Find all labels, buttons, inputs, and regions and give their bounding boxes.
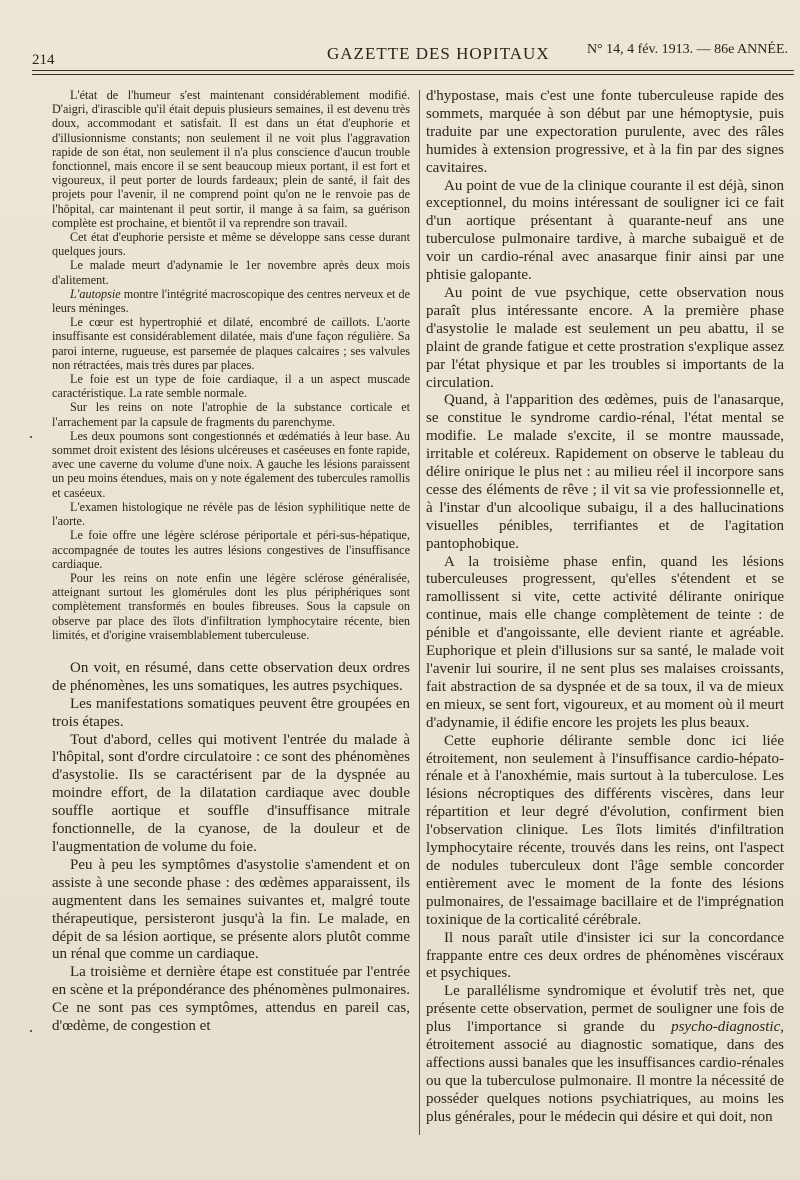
paragraph-text: Le parallélisme syndromique et évolutif très net, que présente cette observation, permet de souligner une fois de plus l'importance si grande du [426,983,784,1036]
paragraph: Cette euphorie délirante semble donc ici liée étroitement, non seulement à l'insuffisance cardio-hépato-rénale et à l'anoxhémie, mais surtout à la tuberculose. Les lésions nécroptiques des différents viscères, dans leur répartition et leur degré d'évolution, confirment bien l'observation clinique. Les îlots limités d'infiltration lymphocytaire récente, trouvés dans les reins, ont l'aspect de nodules tuberculeux dont l'âge semble concorder entièrement avec le moment de la fonte des lésions pulmonaires, de l'essaimage bacillaire et de l'imprégnation toxinique de la corticalité cérébrale. [426,732,784,928]
paragraph: Le foie est un type de foie cardiaque, il a un aspect muscade caractéristique. La rate semble normale. [52,372,410,401]
paragraph: On voit, en résumé, dans cette observation deux ordres de phénomènes, les uns somatiques, les autres psychiques. [52,659,410,694]
paragraph: Pour les reins on note enfin une légère sclérose généralisée, atteignant surtout les glomérules dont les plus périphériques sont complètement transformés en boules fibreuses. Sous la capsule on observe par place des îlots d'infiltration lymphocytaire récente, bien limités, et d'origine vraisemblablement tuberculeuse. [52,570,410,642]
header-rule-bottom [32,74,794,75]
page-number: 214 [32,52,55,68]
paragraph: Cet état d'euphorie persiste et même se développe sans cesse durant quelques jours. [52,230,410,259]
section-gap [52,642,410,660]
paragraph: Les deux poumons sont congestionnés et œdématiés à leur base. Au sommet droit existent des lésions ulcéreuses et caséeuses en fonte rapide, avec une caverne du volume d'une noix. A gauche les lésions paraissent un peu moins étendues, mais on y note également des tubercules ramollis et caséeux. [52,428,410,500]
discussion-text [52,660,410,1036]
paragraph: A la troisième phase enfin, quand les lésions tuberculeuses progressent, qu'elles s'étendent et se ramollissent si vite, cette activité délirante onirique continue, mais elle change complètement de teinte : de pénible et d'angoissante, elle devient riante et agréable. Euphorique et plein d'illusions sur sa santé, le malade voit l'avenir lui sourire, il ne sent plus ses malaises croissants, fait abstraction de sa dyspnée et de sa toux, il va de mieux en mieux, se sent fort, vigoureux, et au moment où il meurt d'adynamie, il édifie encore les projets les plus beaux. [426,553,784,731]
paragraph: Tout d'abord, celles qui motivent l'entrée du malade à l'hôpital, sont d'ordre circulatoire : ce sont des phénomènes d'asystolie. Ils se caractérisent par de la dyspnée au moindre effort, de la dilatation cardiaque avec double souffle aortique et souffle d'insuffisance mitrale fonctionnelle, de la cyanose, de la douleur et de l'augmentation de volume du foie. [52,731,410,855]
paragraph [52,287,410,315]
ink-speck [30,436,32,438]
paragraph: Le foie offre une légère sclérose périportale et péri-sus-hépatique, accompagnée de toutes les autres lésions congestives de l'insuffisance cardiaque. [52,528,410,571]
paragraph: Il nous paraît utile d'insister ici sur la concordance frappante entre ces deux ordres de phénomènes viscéraux et psychiques. [426,929,784,982]
paragraph: Au point de vue de la clinique courante il est déjà, sinon exceptionnel, du moins intéressant de souligner ici ce fait d'un aortique présentant à quarante-neuf ans une tuberculose pulmonaire tardive, à marche subaiguë et de voir un cardio-rénal avec anasarque finir ainsi par une phtisie galopante. [426,177,784,284]
autopsy-term: L'autopsie [70,286,121,301]
journal-title: GAZETTE DES HOPITAUX [327,44,550,63]
paragraph-text: montre l'intégrité macroscopique des centres nerveux et de leurs méninges. [52,286,410,316]
paragraph [426,983,784,1126]
header-rule-top [32,70,794,71]
ink-speck [30,1030,32,1032]
paragraph: Les manifestations somatiques peuvent être groupées en trois étapes. [52,695,410,730]
left-column [52,88,410,1036]
paragraph: Sur les reins on note l'atrophie de la substance corticale et l'arrachement par la capsule de fragments du parenchyme. [52,400,410,429]
paragraph: L'état de l'humeur s'est maintenant considérablement modifié. D'aigri, d'irascible qu'il était depuis plusieurs semaines, il est devenu très doux, accommodant et satisfait. Il est dans un état d'euphorie et d'illusionnisme constants; non seulement il ne voit plus l'aggravation rapide de son état, non seulement il n'a plus conscience d'aucun trouble fonctionnel, mais encore il se sent beaucoup mieux portant, il est fort et vigoureux, il peut porter de lourds fardeaux; plein de santé, il fait des projets pour l'avenir, il ne comprend point qu'on ne le renvoie pas de l'hôpital, car maintenant il peut sortir, il mange à sa faim, sa guérison complète est prochaine, et bientôt il va reprendre son travail. [52,88,410,230]
paragraph: Quand, à l'apparition des œdèmes, puis de l'anasarque, se constitue le syndrome cardio-rénal, l'état mental se modifie. Le malade s'excite, il se montre maussade, irritable et coléreux. Rapidement on observe le tableau du délire onirique le plus net : au milieu réel il incorpore sans cesse des éléments de rêve ; il vit sa vie professionnelle et, à l'instar d'un alcoolique subaigu, il a des hallucinations visuelles pénibles, terrifiantes et de l'agitation pantophobique. [426,392,784,552]
paragraph: L'examen histologique ne révèle pas de lésion syphilitique nette de l'aorte. [52,499,410,529]
right-column [426,88,784,1127]
paragraph-text: , étroitement associé au diagnostic somatique, dans des affections aussi banales que les insuffisances cardio-rénales ou que la tuberculose pulmonaire. Il montre la nécessité de posséder quelques notions psychiatriques, au moins les plus générales, pour le médecin qui désire et qui doit, non [426,1019,784,1125]
issue-line: N° 14, 4 fév. 1913. — 86e ANNÉE. [586,42,788,57]
case-report-text [52,88,410,642]
paragraph: Le malade meurt d'adynamie le 1er novembre après deux mois d'alitement. [52,258,410,287]
paragraph: d'hypostase, mais c'est une fonte tuberculeuse rapide des sommets, marquée à son début par une hémoptysie, puis traduite par une expectoration purulente, avec des râles humides à extension progressive, et à la fin par des signes cavitaires. [426,88,784,176]
paragraph: Le cœur est hypertrophié et dilaté, encombré de caillots. L'aorte insuffisante est considérablement dilatée, mais d'une façon régulière. Sa paroi interne, rugueuse, est parsemée de plaques calcaires ; ses valvules non rétractées, mais très dures par places. [52,315,410,372]
page-header [32,40,788,66]
psycho-diagnostic-term: psycho-diagnostic [671,1019,781,1036]
column-divider [419,90,420,1135]
paragraph: La troisième et dernière étape est constituée par l'entrée en scène et la prépondérance des phénomènes pulmonaires. Ce ne sont pas ces symptômes, attendus en pareil cas, d'œdème, de congestion et [52,964,410,1035]
paragraph: Au point de vue psychique, cette observation nous paraît plus intéressante encore. A la première phase d'asystolie le malade est seulement un peu abattu, il se plaint de grande fatigue et cette prostration s'explique assez par l'état physique et par les troubles si importants de la circulation. [426,284,784,391]
paragraph: Peu à peu les symptômes d'asystolie s'amendent et on assiste à une seconde phase : des œdèmes apparaissent, ils augmentent dans les semaines suivantes et, malgré toute thérapeutique, persisteront jusqu'à la fin. Le malade, en dépit de sa lésion aortique, se présente alors plutôt comme un rénal que comme un cardiaque. [52,856,410,963]
